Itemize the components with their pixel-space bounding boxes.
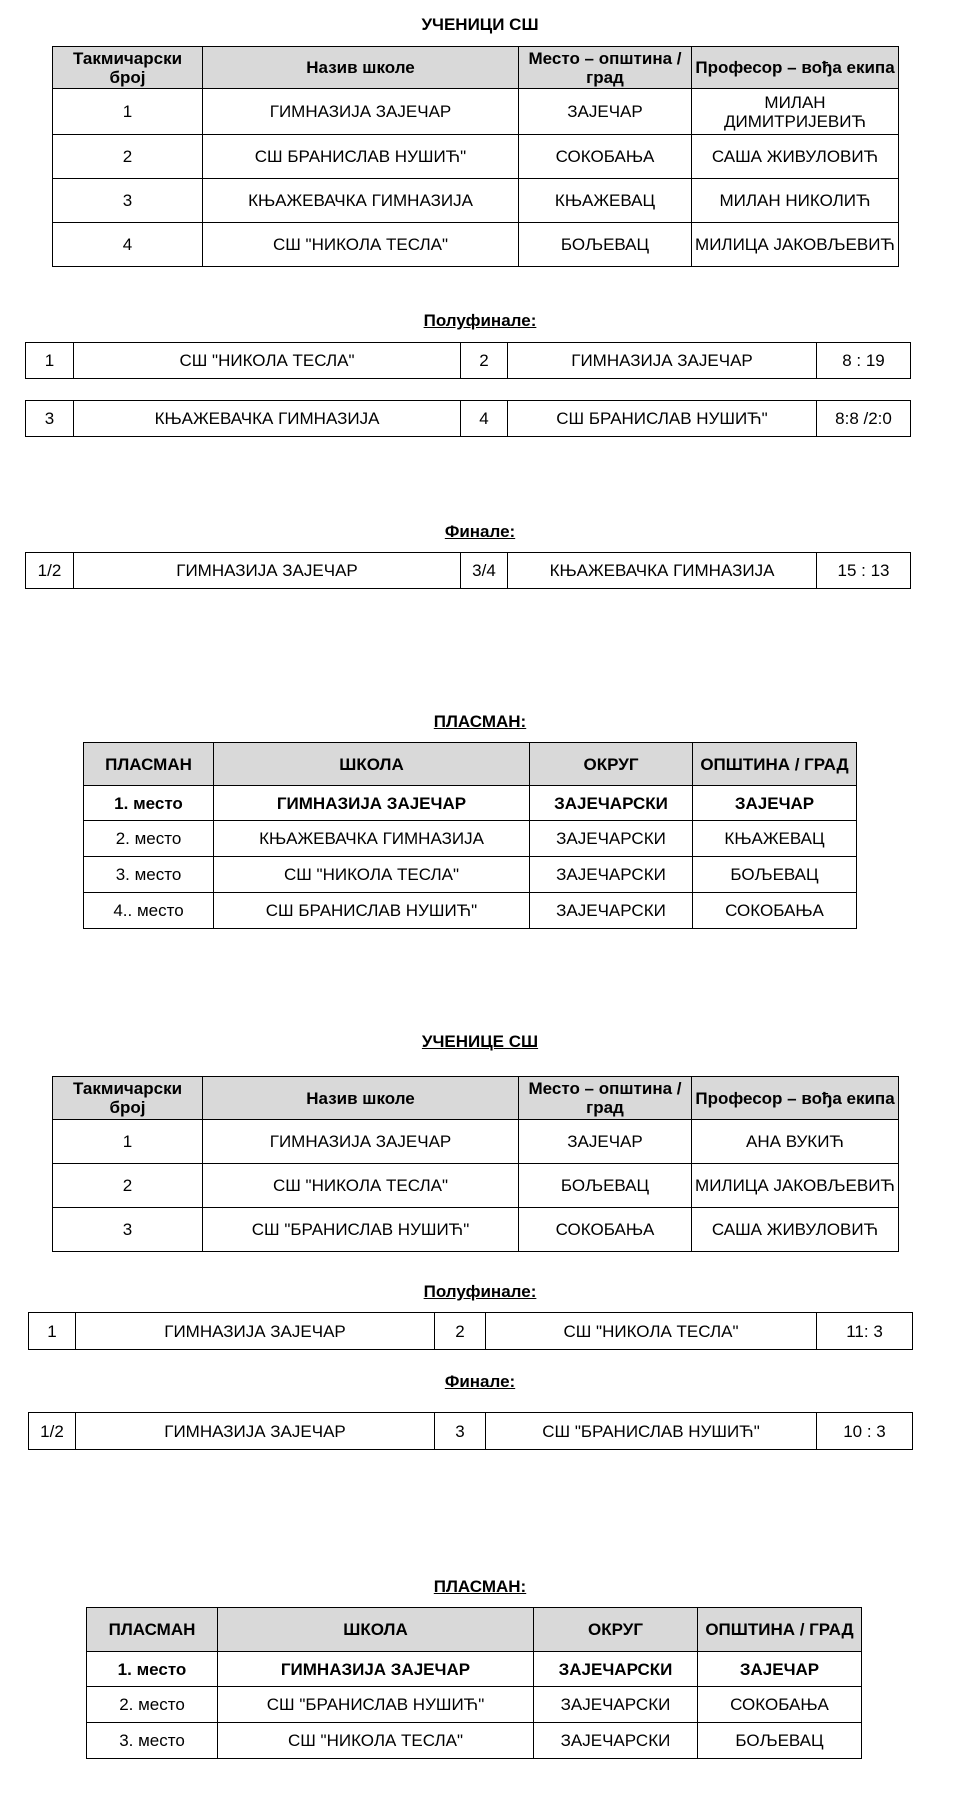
cell: 3 [53,179,203,223]
cell: ГИМНАЗИЈА ЗАЈЕЧАР [214,786,530,821]
boys-semifinal-match-2 [25,400,911,437]
cell: СШ "НИКОЛА ТЕСЛА" [203,1164,519,1208]
cell: СОКОБАЊА [698,1687,862,1723]
girls-title: УЧЕНИЦЕ СШ [421,1032,539,1051]
table-row [87,1652,862,1687]
cell: ЗАЈЕЧАРСКИ [530,821,693,857]
cell: СШ "НИКОЛА ТЕСЛА" [214,857,530,893]
team-name: СШ "НИКОЛА ТЕСЛА" [486,1313,817,1350]
cell: КЊАЖЕВАЧКА ГИМНАЗИЈА [214,821,530,857]
table-row [53,135,899,179]
table-row [53,1164,899,1208]
team-number: 3 [26,401,74,437]
col-header-municipality: ОПШТИНА / ГРАД [698,1608,862,1652]
cell: 4.. место [84,893,214,929]
table-row [84,857,857,893]
table-row [53,89,899,135]
team-number: 2 [461,343,508,379]
girls-semifinal-title: Полуфинале: [423,1282,537,1301]
cell: ГИМНАЗИЈА ЗАЈЕЧАР [203,89,519,135]
cell: СШ БРАНИСЛАВ НУШИЋ" [203,135,519,179]
table-row [87,1723,862,1759]
cell: 3 [53,1208,203,1252]
table-row [84,821,857,857]
cell: СШ БРАНИСЛАВ НУШИЋ" [214,893,530,929]
cell: ЗАЈЕЧАРСКИ [534,1687,698,1723]
col-header-district: ОКРУГ [534,1608,698,1652]
col-header-municipality: ОПШТИНА / ГРАД [693,743,857,786]
col-header-district: ОКРУГ [530,743,693,786]
cell: 1 [53,1120,203,1164]
cell: КЊАЖЕВАЦ [519,179,692,223]
col-header-teacher: Професор – вођа екипа [692,47,899,89]
cell: БОЉЕВАЦ [519,223,692,267]
cell: МИЛИЦА ЈАКОВЉЕВИЋ [692,1164,899,1208]
cell: ЗАЈЕЧАРСКИ [530,786,693,821]
match-score: 8:8 /2:0 [817,401,911,437]
team-name: КЊАЖЕВАЧКА ГИМНАЗИЈА [508,553,817,589]
cell: АНА ВУКИЋ [692,1120,899,1164]
cell: БОЉЕВАЦ [519,1164,692,1208]
match-score: 11: 3 [817,1313,913,1350]
cell: БОЉЕВАЦ [698,1723,862,1759]
col-header-teacher: Професор – вођа екипа [692,1077,899,1120]
team-name: СШ "НИКОЛА ТЕСЛА" [74,343,461,379]
cell: МИЛИЦА ЈАКОВЉЕВИЋ [692,223,899,267]
cell: 2. место [84,821,214,857]
cell: 1 [53,89,203,135]
col-header-school: Назив школе [203,1077,519,1120]
team-name: ГИМНАЗИЈА ЗАЈЕЧАР [508,343,817,379]
col-header-placement: ПЛАСМАН [87,1608,218,1652]
col-header-number: Такмичарски број [53,47,203,89]
cell: КЊАЖЕВАЦ [693,821,857,857]
team-number: 1 [26,343,74,379]
boys-placement-table [83,742,857,929]
girls-final-match [28,1412,913,1450]
cell: СШ "БРАНИСЛАВ НУШИЋ" [203,1208,519,1252]
cell: ГИМНАЗИЈА ЗАЈЕЧАР [218,1652,534,1687]
cell: 1. место [84,786,214,821]
girls-placement-title: ПЛАСМАН: [433,1577,527,1596]
col-header-school: ШКОЛА [218,1608,534,1652]
cell: ЗАЈЕЧАР [698,1652,862,1687]
match-score: 10 : 3 [817,1413,913,1450]
cell: СШ "НИКОЛА ТЕСЛА" [218,1723,534,1759]
cell: СОКОБАЊА [519,135,692,179]
table-row [53,1208,899,1252]
match-score: 8 : 19 [817,343,911,379]
cell: 4 [53,223,203,267]
cell: ЗАЈЕЧАР [519,89,692,135]
col-header-place: Место – општина / град [519,1077,692,1120]
cell: САША ЖИВУЛОВИЋ [692,135,899,179]
boys-semifinal-match-1 [25,342,911,379]
team-number: 4 [461,401,508,437]
boys-teams-table [52,46,899,267]
table-row [84,786,857,821]
col-header-school: ШКОЛА [214,743,530,786]
team-number: 1/2 [26,553,74,589]
cell: 3. место [84,857,214,893]
cell: ЗАЈЕЧАРСКИ [530,893,693,929]
team-name: ГИМНАЗИЈА ЗАЈЕЧАР [74,553,461,589]
cell: 1. место [87,1652,218,1687]
table-row [53,1120,899,1164]
boys-semifinal-title: Полуфинале: [423,311,537,330]
team-number: 3 [435,1413,486,1450]
cell: 2 [53,135,203,179]
cell: 2. место [87,1687,218,1723]
boys-title: УЧЕНИЦИ СШ [421,15,539,34]
cell: СОКОБАЊА [693,893,857,929]
col-header-place: Место – општина / град [519,47,692,89]
cell: ЗАЈЕЧАРСКИ [534,1652,698,1687]
boys-final-title: Финале: [444,522,516,541]
cell: 2 [53,1164,203,1208]
team-number: 1 [29,1313,76,1350]
cell: СОКОБАЊА [519,1208,692,1252]
cell: САША ЖИВУЛОВИЋ [692,1208,899,1252]
cell: ЗАЈЕЧАР [519,1120,692,1164]
cell: МИЛАН НИКОЛИЋ [692,179,899,223]
team-number: 1/2 [29,1413,76,1450]
team-name: КЊАЖЕВАЧКА ГИМНАЗИЈА [74,401,461,437]
team-number: 2 [435,1313,486,1350]
col-header-number: Такмичарски број [53,1077,203,1120]
cell: ГИМНАЗИЈА ЗАЈЕЧАР [203,1120,519,1164]
cell: 3. место [87,1723,218,1759]
cell: БОЉЕВАЦ [693,857,857,893]
table-row [53,179,899,223]
boys-placement-title: ПЛАСМАН: [433,712,527,731]
cell: ЗАЈЕЧАРСКИ [534,1723,698,1759]
girls-final-title: Финале: [444,1372,516,1391]
cell: ЗАЈЕЧАРСКИ [530,857,693,893]
table-row [53,223,899,267]
cell: СШ "БРАНИСЛАВ НУШИЋ" [218,1687,534,1723]
cell: МИЛАН ДИМИТРИЈЕВИЋ [692,89,899,135]
cell: КЊАЖЕВАЧКА ГИМНАЗИЈА [203,179,519,223]
team-name: СШ БРАНИСЛАВ НУШИЋ" [508,401,817,437]
cell: ЗАЈЕЧАР [693,786,857,821]
team-name: СШ "БРАНИСЛАВ НУШИЋ" [486,1413,817,1450]
team-name: ГИМНАЗИЈА ЗАЈЕЧАР [76,1313,435,1350]
team-name: ГИМНАЗИЈА ЗАЈЕЧАР [76,1413,435,1450]
col-header-placement: ПЛАСМАН [84,743,214,786]
girls-placement-table [86,1607,862,1759]
cell: СШ "НИКОЛА ТЕСЛА" [203,223,519,267]
boys-final-match [25,552,911,589]
col-header-school: Назив школе [203,47,519,89]
girls-teams-table [52,1076,899,1252]
table-row [87,1687,862,1723]
table-row [84,893,857,929]
match-score: 15 : 13 [817,553,911,589]
team-number: 3/4 [461,553,508,589]
girls-semifinal-match [28,1312,913,1350]
